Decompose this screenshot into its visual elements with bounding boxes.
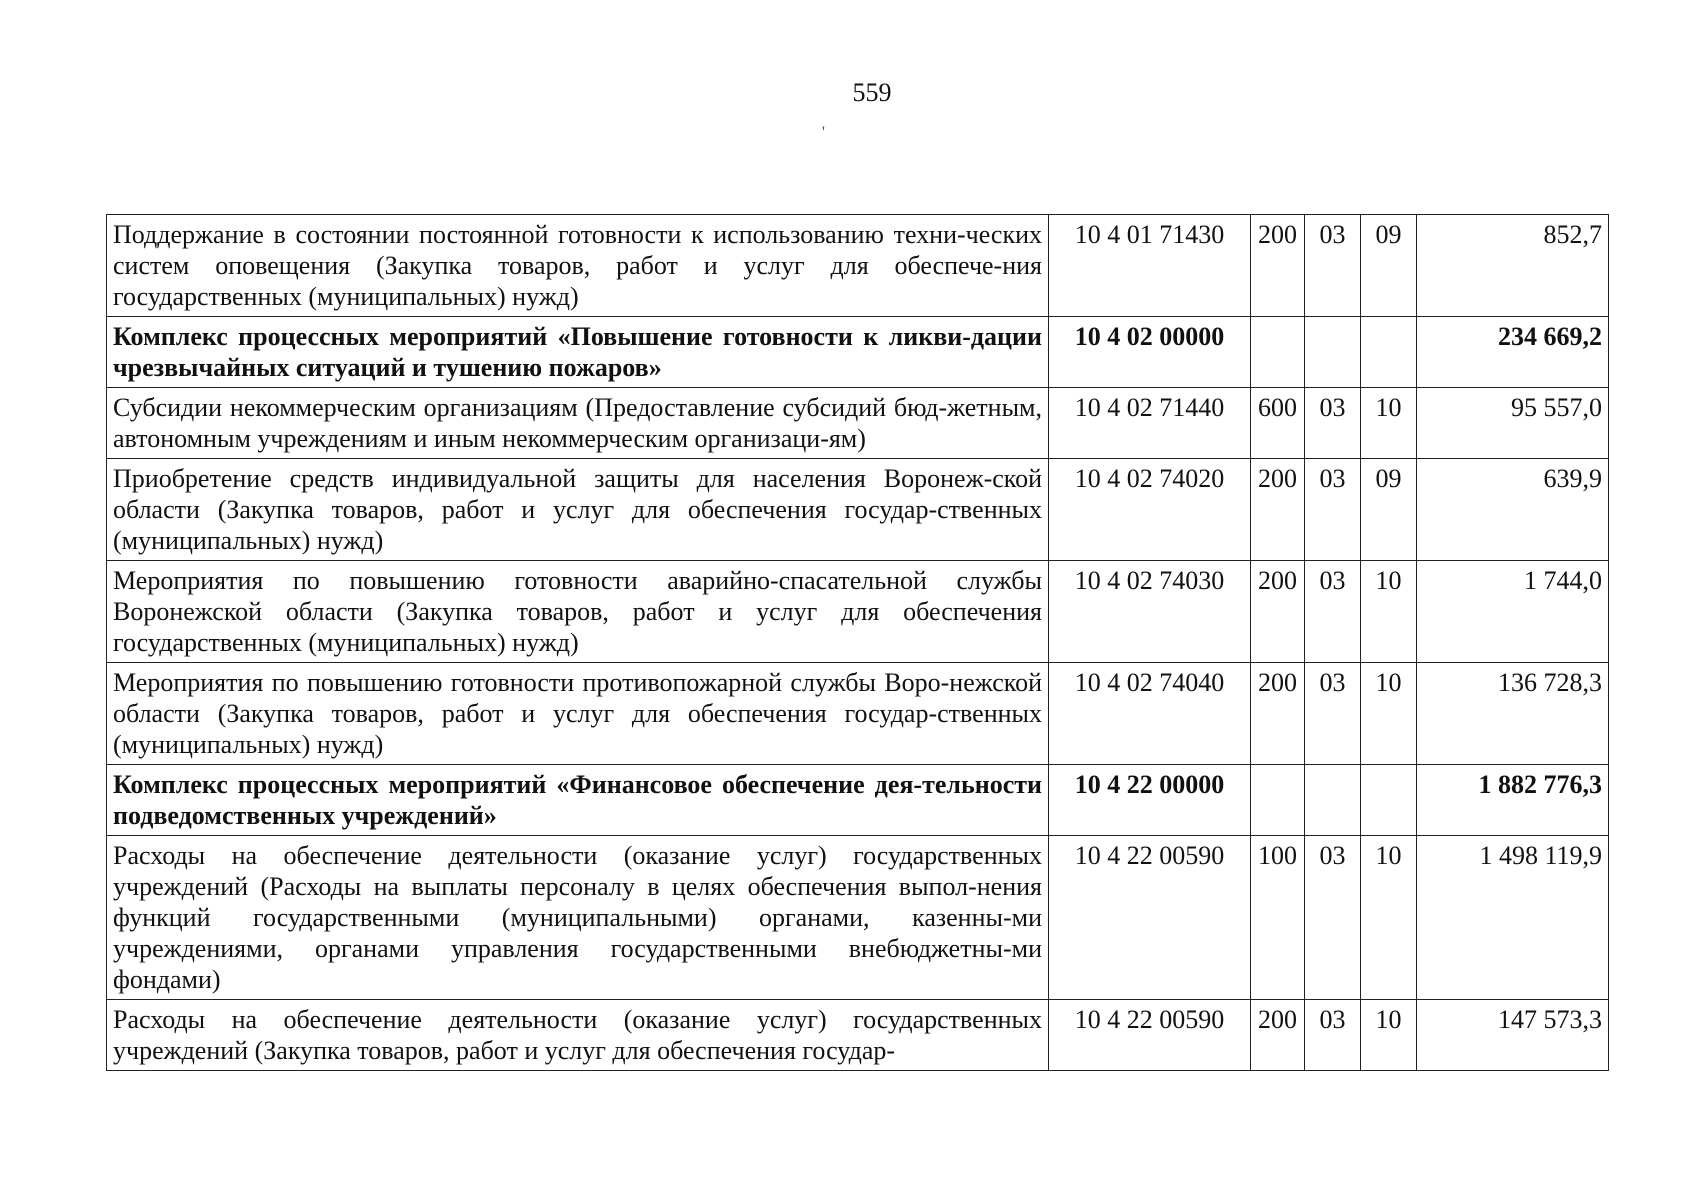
row-amount: 147 573,3: [1417, 1000, 1609, 1071]
table-row: [107, 388, 1609, 459]
row-subsection: 10: [1361, 663, 1417, 765]
table-row: [107, 663, 1609, 765]
row-target-code: 10 4 02 74020: [1049, 459, 1251, 561]
row-amount: 1 744,0: [1417, 561, 1609, 663]
row-amount: 852,7: [1417, 215, 1609, 317]
table-row: [107, 215, 1609, 317]
row-target-code: 10 4 22 00000: [1049, 765, 1251, 836]
row-subsection: 10: [1361, 1000, 1417, 1071]
table-row: [107, 561, 1609, 663]
row-name: Комплекс процессных мероприятий «Финансовое обеспечение дея-тельности подведомственных учреждений»: [107, 765, 1049, 836]
budget-table: [106, 214, 1609, 1071]
row-name: Приобретение средств индивидуальной защиты для населения Воронеж-ской области (Закупка товаров, работ и услуг для обеспечения государ-ственных (муниципальных) нужд): [107, 459, 1049, 561]
row-section: 03: [1305, 561, 1361, 663]
row-name: Мероприятия по повышению готовности аварийно-спасательной службы Воронежской области (Закупка товаров, работ и услуг для обеспечения государственных (муниципальных) нужд): [107, 561, 1049, 663]
row-expense-type: 100: [1251, 836, 1305, 1000]
row-target-code: 10 4 22 00590: [1049, 836, 1251, 1000]
row-expense-type: 200: [1251, 1000, 1305, 1071]
row-section: 03: [1305, 215, 1361, 317]
row-expense-type: 200: [1251, 561, 1305, 663]
row-section: [1305, 765, 1361, 836]
row-name: Расходы на обеспечение деятельности (оказание услуг) государственных учреждений (Расходы на выплаты персоналу в целях обеспечения выпол-нения функций государственными (муниципальными) органами, казенны-ми учреждениями, органами управления государственными внебюджетны-ми фондами): [107, 836, 1049, 1000]
row-section: 03: [1305, 1000, 1361, 1071]
row-amount: 1 882 776,3: [1417, 765, 1609, 836]
row-amount: 639,9: [1417, 459, 1609, 561]
row-amount: 1 498 119,9: [1417, 836, 1609, 1000]
row-amount: 95 557,0: [1417, 388, 1609, 459]
row-name: Субсидии некоммерческим организациям (Предоставление субсидий бюд-жетным, автономным учреждениям и иным некоммерческим организаци-ям): [107, 388, 1049, 459]
table-row: [107, 836, 1609, 1000]
row-subsection: 09: [1361, 459, 1417, 561]
row-target-code: 10 4 02 74030: [1049, 561, 1251, 663]
row-section: 03: [1305, 388, 1361, 459]
row-subsection: 10: [1361, 561, 1417, 663]
row-target-code: 10 4 02 74040: [1049, 663, 1251, 765]
page-number: 559: [852, 78, 892, 107]
row-subsection: [1361, 317, 1417, 388]
row-name: Поддержание в состоянии постоянной готовности к использованию техни-ческих систем оповещения (Закупка товаров, работ и услуг для обеспече-ния государственных (муниципальных) нужд): [107, 215, 1049, 317]
row-section: 03: [1305, 663, 1361, 765]
row-target-code: 10 4 22 00590: [1049, 1000, 1251, 1071]
row-subsection: 09: [1361, 215, 1417, 317]
table-row: [107, 1000, 1609, 1071]
row-name: Расходы на обеспечение деятельности (оказание услуг) государственных учреждений (Закупка товаров, работ и услуг для обеспечения государ-: [107, 1000, 1049, 1071]
table-row: [107, 459, 1609, 561]
row-expense-type: [1251, 765, 1305, 836]
row-subsection: 10: [1361, 836, 1417, 1000]
row-section: [1305, 317, 1361, 388]
budget-table-body: [107, 215, 1609, 1071]
scan-mark: ': [822, 124, 825, 141]
row-subsection: [1361, 765, 1417, 836]
row-name: Комплекс процессных мероприятий «Повышение готовности к ликви-дации чрезвычайных ситуаций и тушению пожаров»: [107, 317, 1049, 388]
row-amount: 234 669,2: [1417, 317, 1609, 388]
row-expense-type: 200: [1251, 663, 1305, 765]
row-section: 03: [1305, 836, 1361, 1000]
row-target-code: 10 4 01 71430: [1049, 215, 1251, 317]
table-row: [107, 765, 1609, 836]
row-target-code: 10 4 02 00000: [1049, 317, 1251, 388]
row-expense-type: 600: [1251, 388, 1305, 459]
row-expense-type: 200: [1251, 459, 1305, 561]
row-target-code: 10 4 02 71440: [1049, 388, 1251, 459]
row-subsection: 10: [1361, 388, 1417, 459]
row-amount: 136 728,3: [1417, 663, 1609, 765]
row-section: 03: [1305, 459, 1361, 561]
row-expense-type: 200: [1251, 215, 1305, 317]
table-row: [107, 317, 1609, 388]
row-name: Мероприятия по повышению готовности противопожарной службы Воро-нежской области (Закупка товаров, работ и услуг для обеспечения государ-ственных (муниципальных) нужд): [107, 663, 1049, 765]
row-expense-type: [1251, 317, 1305, 388]
